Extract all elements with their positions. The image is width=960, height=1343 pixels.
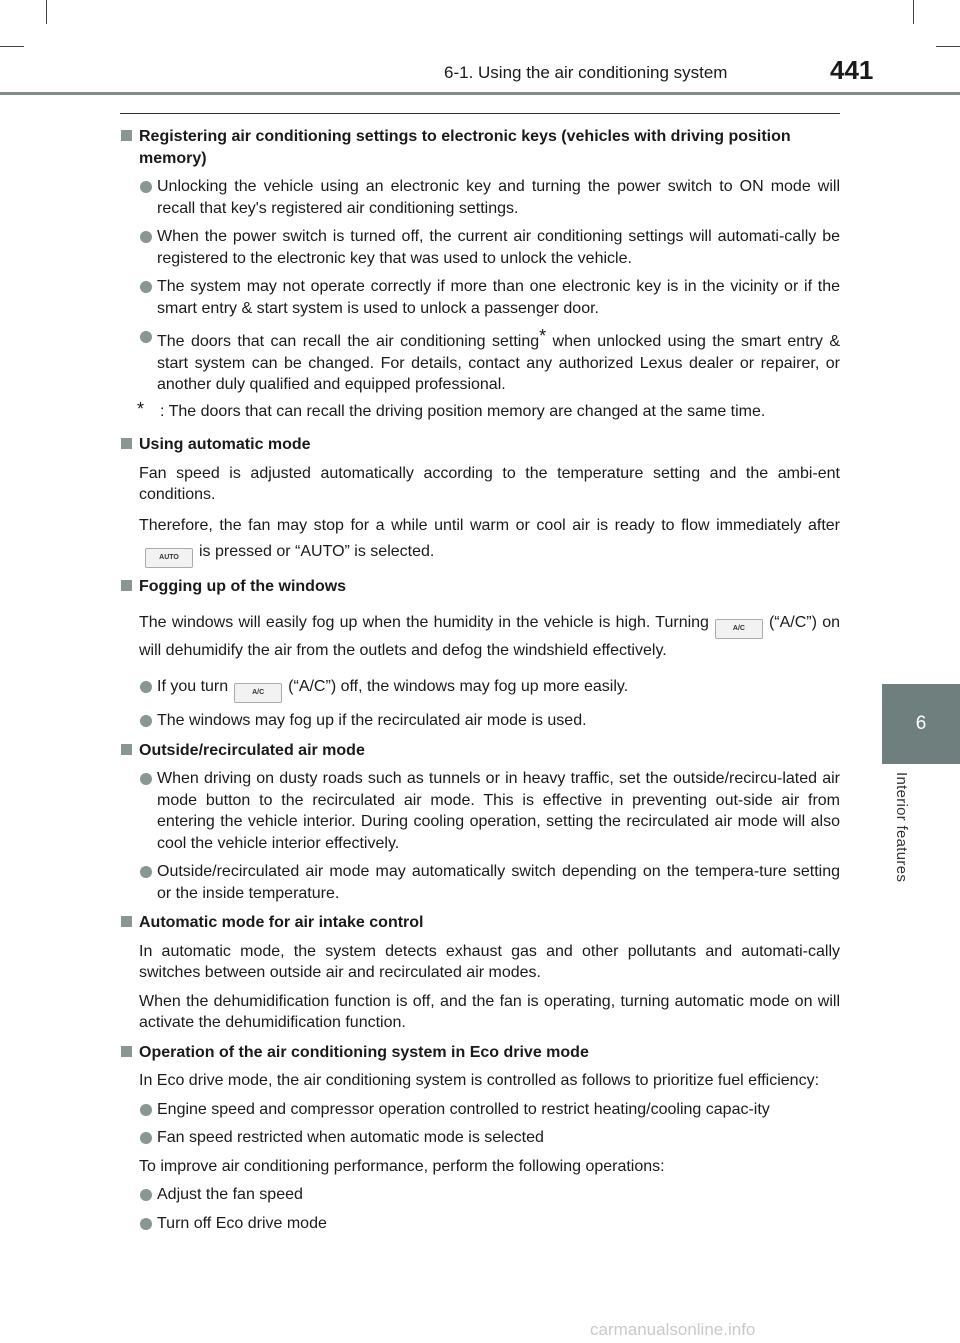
square-bullet-icon bbox=[121, 130, 132, 141]
square-bullet-icon bbox=[121, 580, 132, 591]
square-bullet-icon bbox=[121, 438, 132, 449]
list-item: Outside/recirculated air mode may automatically switch depending on the tempera-ture setting or the inside temperature. bbox=[120, 861, 840, 904]
circle-bullet-icon bbox=[140, 231, 152, 243]
footnote-asterisk: * bbox=[137, 398, 145, 419]
list-item: Turn off Eco drive mode bbox=[120, 1213, 840, 1235]
list-item: The system may not operate correctly if more than one electronic key is in the vicinity or if the smart entry & start system is used to unlock a passenger door. bbox=[120, 276, 840, 319]
list-item: The doors that can recall the air conditioning setting* when unlocked using the smart entry & start system can be changed. For details, contact any authorized Lexus dealer or repairer, or another duly qualified and equipped professional. bbox=[120, 326, 840, 396]
paragraph: To improve air conditioning performance, perform the following operations: bbox=[139, 1157, 665, 1175]
section-heading: Operation of the air conditioning system in Eco drive mode bbox=[120, 1042, 840, 1064]
square-bullet-icon bbox=[121, 744, 132, 755]
watermark: carmanualsonline.info bbox=[590, 1320, 756, 1339]
section-heading: Outside/recirculated air mode bbox=[120, 740, 840, 762]
section-heading: Fogging up of the windows bbox=[120, 576, 840, 598]
page-number: 441 bbox=[830, 55, 874, 85]
auto-button-icon: AUTO bbox=[145, 548, 193, 568]
ac-button-icon: A/C bbox=[234, 683, 282, 703]
square-bullet-icon bbox=[121, 916, 132, 927]
paragraph: In automatic mode, the system detects exhaust gas and other pollutants and automati-cally switches between outside air and recirculated air modes. bbox=[139, 942, 840, 981]
footnote: * : The doors that can recall the driving position memory are changed at the same time. bbox=[137, 398, 766, 420]
circle-bullet-icon bbox=[140, 181, 152, 193]
chapter-label: Interior features bbox=[893, 772, 910, 883]
crop-mark bbox=[0, 46, 24, 47]
list-item: Adjust the fan speed bbox=[120, 1184, 840, 1206]
circle-bullet-icon bbox=[140, 331, 152, 343]
footnote-marker: * bbox=[539, 326, 547, 346]
circle-bullet-icon bbox=[140, 715, 152, 727]
list-item: Fan speed restricted when automatic mode is selected bbox=[120, 1127, 840, 1149]
page-content bbox=[120, 126, 840, 1234]
list-item: When the power switch is turned off, the current air conditioning settings will automati-cally be registered to the electronic key that was used to unlock the vehicle. bbox=[120, 226, 840, 269]
ac-button-icon: A/C bbox=[715, 619, 763, 639]
circle-bullet-icon bbox=[140, 1218, 152, 1230]
circle-bullet-icon bbox=[140, 1132, 152, 1144]
square-bullet-icon bbox=[121, 1046, 132, 1057]
list-item: If you turn A/C (“A/C”) off, the windows may fog up more easily. bbox=[120, 676, 840, 703]
crop-mark bbox=[936, 46, 960, 47]
list-item: When driving on dusty roads such as tunnels or in heavy traffic, set the outside/recircu-lated air mode button to the recirculated air mode. This is effective in preventing out-side air from entering the vehicle interior. During cooling operation, setting the recirculated air mode will also cool the vehicle interior effectively. bbox=[120, 768, 840, 854]
crop-mark bbox=[913, 0, 914, 24]
circle-bullet-icon bbox=[140, 773, 152, 785]
content-rule bbox=[120, 113, 840, 114]
crop-mark bbox=[46, 0, 47, 24]
circle-bullet-icon bbox=[140, 866, 152, 878]
section-title: 6-1. Using the air conditioning system bbox=[444, 63, 728, 82]
circle-bullet-icon bbox=[140, 281, 152, 293]
section-heading: Automatic mode for air intake control bbox=[120, 912, 840, 934]
header-divider bbox=[0, 92, 960, 95]
list-item: Engine speed and compressor operation controlled to restrict heating/cooling capac-ity bbox=[120, 1099, 840, 1121]
paragraph: The windows will easily fog up when the humidity in the vehicle is high. Turning A/C (“A/C”) on will dehumidify the air from the outlets and defog the windshield effectively. bbox=[139, 614, 840, 659]
circle-bullet-icon bbox=[140, 1104, 152, 1116]
section-heading: Registering air conditioning settings to electronic keys (vehicles with driving position memory) bbox=[120, 126, 840, 169]
circle-bullet-icon bbox=[140, 1189, 152, 1201]
circle-bullet-icon bbox=[140, 681, 152, 693]
chapter-number: 6 bbox=[915, 713, 927, 734]
paragraph: Therefore, the fan may stop for a while until warm or cool air is ready to flow immediately afterAUTO is pressed or “AUTO” is selected. bbox=[120, 513, 840, 568]
chapter-tab bbox=[882, 684, 960, 764]
list-item: The windows may fog up if the recirculated air mode is used. bbox=[120, 710, 840, 732]
list-item: Unlocking the vehicle using an electronic key and turning the power switch to ON mode will recall that key's registered air conditioning settings. bbox=[120, 176, 840, 219]
paragraph: When the dehumidification function is off, and the fan is operating, turning automatic mode on will activate the dehumidification function. bbox=[139, 992, 840, 1031]
paragraph: Fan speed is adjusted automatically according to the temperature setting and the ambi-ent conditions. bbox=[139, 464, 840, 503]
paragraph: In Eco drive mode, the air conditioning system is controlled as follows to prioritize fuel efficiency: bbox=[139, 1072, 820, 1089]
section-heading: Using automatic mode bbox=[120, 434, 840, 456]
